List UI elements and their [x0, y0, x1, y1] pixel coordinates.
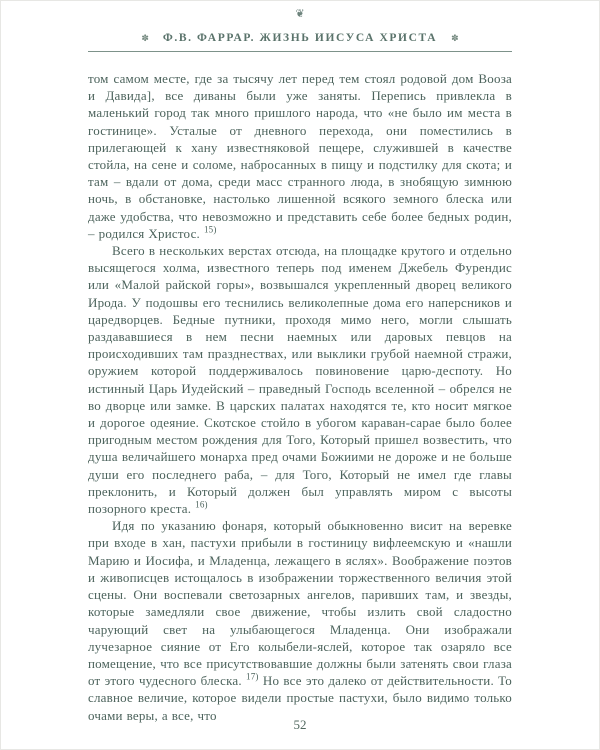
body-paragraph: Всего в нескольких верстах отсюда, на площадке крутого и отдельно высящегося холма, известного теперь под именем Джебель Фурендис или «Малой райской горы», возвышался укрепленный дворец великого Ирода. У подошвы его теснились великолепные дома его наперсников и царедворцев. Бедные путники, проходя мимо него, могли слышать раздававшиеся в нем песни наемных или даровых певцов на происходивших там празднествах, или выклики грубой наемной стражи, оружием которой поддерживалось повиновение царю-деспоту. Но истинный Царь Иудейский – праведный Господь вселенной – обрелся не во дворце или замке. В царских палатах находятся те, кто носит мягкое и дорогое одеяние. Скотское стойло в убогом караван-сарае было более пригодным местом рождения для Того, Который пришел возвестить, что душа величайшего монарха пред очами Божиими не дороже и не больше души его последнего раба, – для Того, Который не имел где главы преклонить, и Который должен был управлять миром с высоты позорного креста. $^{16)}$ — [88, 243, 512, 517]
body-paragraph: Идя по указанию фонаря, который обыкновенно висит на веревке при входе в хан, пастухи прибыли в гостиницу вифлеемскую и «нашли Марию и Иосифа, и Младенца, лежащего в яслях». Воображение поэтов и живописцев истощалось в изображении торжественного величия этой сцены. Они воспевали светозарных ангелов, паривших там, и звезды, которые замедляли свое движение, чтобы излить свой сладостно чарующий свет на улыбающегося Младенца. Они изображали лучезарное сияние от Его колыбели-яслей, которое так озаряло все помещение, что все присутствовавшие должны были затенять свои глаза от этого чудесного блеска. $^{17)}$ Но все это далеко от действительности. То славное величие, которое видели простые пастухи, было видимо только очами веры, а все, что — [88, 518, 512, 723]
body-paragraph: том самом месте, где за тысячу лет перед тем стоял родовой дом Вооза и Давида], все диваны были уже заняты. Перепись привлекла в маленький город так много пришлого народа, что «не было им места в гостинице». Усталые от дневного перехода, они поместились в прилегающей к хану известняковой пещере, служившей в качестве стойла, на сене и соломе, набросанных в пищу и подстилку для скота; и там – вдали от дома, среди масс странного люда, в знобящую зимнюю ночь, в обстановке, настолько лишенной всякого земного блеска или даже удобства, что невозможно и представить себе более бедных родин, – родился Христос. $^{15)}$ — [88, 71, 512, 241]
fleuron-icon: ❦ — [295, 8, 305, 20]
header-rule — [88, 51, 512, 52]
page-number: 52 — [293, 717, 307, 732]
running-head — [1, 32, 599, 44]
ornament-right-icon: ✽ — [451, 32, 459, 43]
ornament-left-icon: ✽ — [141, 32, 149, 43]
page-body — [88, 70, 512, 724]
running-head-title: Ф.В. ФАРРАР. ЖИЗНЬ ИИСУСА ХРИСТА — [162, 32, 438, 44]
